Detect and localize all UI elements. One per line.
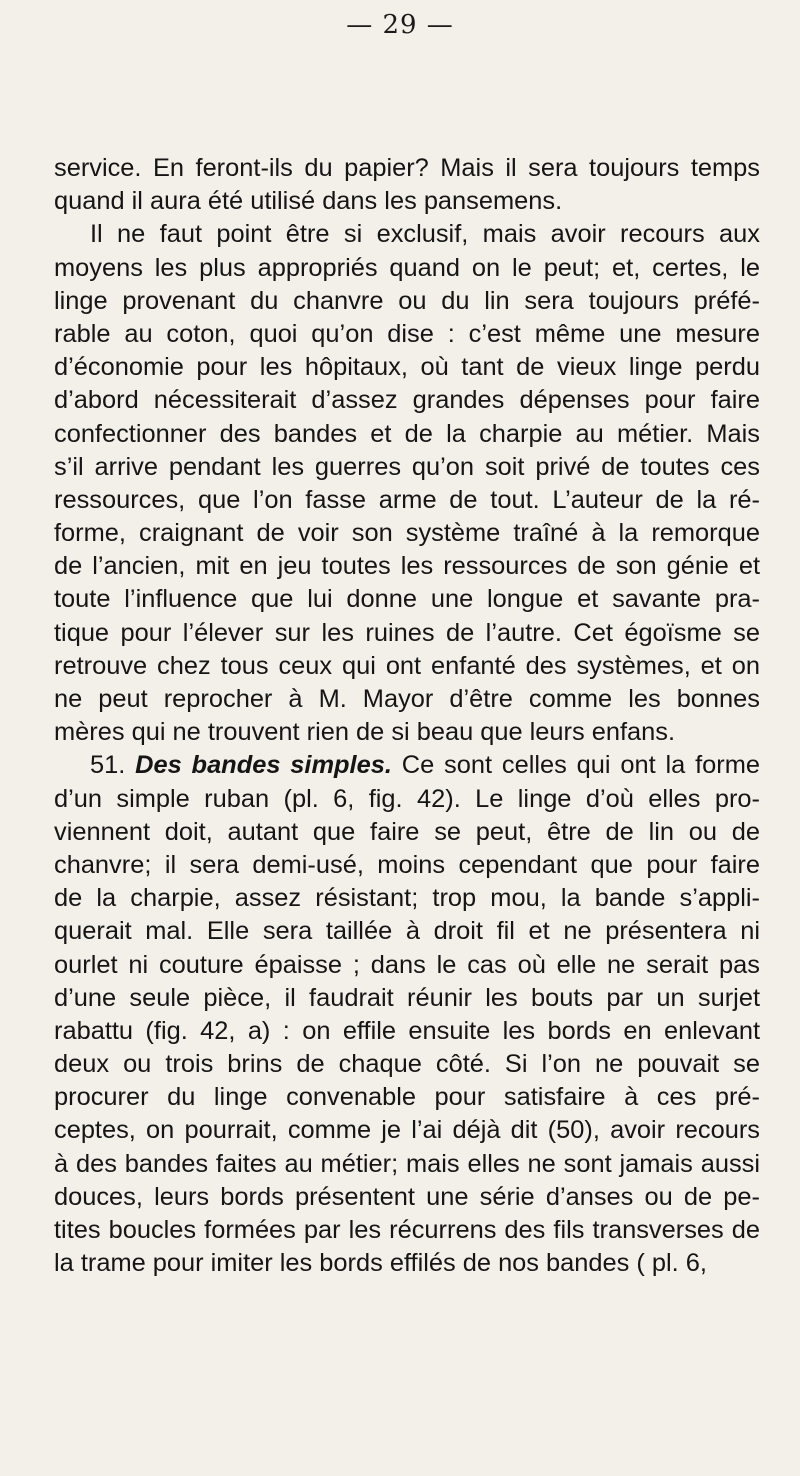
text-line: linge provenant du chanvre ou du lin sera toujours préfé- bbox=[54, 286, 760, 315]
text-line: retrouve chez tous ceux qui ont enfanté des systèmes, et on bbox=[54, 651, 760, 680]
text-line: d’économie pour les hôpitaux, où tant de vieux linge perdu bbox=[54, 353, 760, 382]
text-line: de l’ancien, mit en jeu toutes les ressources de son génie et bbox=[54, 552, 760, 581]
text-line: à des bandes faites au métier; mais elles ne sont jamais aussi bbox=[54, 1149, 760, 1178]
text-line: viennent doit, autant que faire se peut, être de lin ou de bbox=[54, 817, 760, 846]
text-line: chanvre; il sera demi-usé, moins cependant que pour faire bbox=[54, 850, 760, 879]
text-line: procurer du linge convenable pour satisfaire à ces pré- bbox=[54, 1083, 760, 1112]
text-line: moyens les plus appropriés quand on le peut; et, certes, le bbox=[54, 253, 760, 282]
text-line: d’abord nécessiterait d’assez grandes dépenses pour faire bbox=[54, 386, 760, 415]
section-number: 51. bbox=[90, 751, 126, 780]
text-line: service. En feront-ils du papier? Mais il sera toujours temps bbox=[54, 154, 760, 182]
text-line: mères qui ne trouvent rien de si beau que leurs enfans. bbox=[54, 718, 676, 747]
text-line: Il ne faut point être si exclusif, mais avoir recours aux bbox=[90, 220, 760, 249]
text-line: querait mal. Elle sera taillée à droit fil et ne présentera ni bbox=[54, 917, 760, 946]
text-line: Ce sont celles qui ont la forme bbox=[401, 751, 760, 780]
text-line: ceptes, on pourrait, comme je l’ai déjà dit (50), avoir recours bbox=[54, 1116, 760, 1145]
text-line: confectionner des bandes et de la charpie au métier. Mais bbox=[54, 419, 760, 448]
text-line: ressources, que l’on fasse arme de tout. L’auteur de la ré- bbox=[54, 485, 760, 514]
text-line: ne peut reprocher à M. Mayor d’être comme les bonnes bbox=[54, 685, 760, 713]
text-line: d’un simple ruban (pl. 6, fig. 42). Le linge d’où elles pro- bbox=[54, 784, 760, 813]
text-line: d’une seule pièce, il faudrait réunir les bouts par un surjet bbox=[54, 983, 760, 1012]
text-line: rabattu (fig. 42, a) : on effile ensuite les bords en enlevant bbox=[54, 1016, 760, 1045]
text-line: toute l’influence que lui donne une longue et savante pra- bbox=[54, 585, 760, 614]
text-line: la trame pour imiter les bords effilés de nos bandes ( pl. 6, bbox=[54, 1249, 707, 1278]
section-heading-line bbox=[54, 749, 760, 782]
text-line: tites boucles formées par les récurrens des fils transverses de bbox=[54, 1216, 760, 1244]
text-line: forme, craignant de voir son système traîné à la remorque bbox=[54, 519, 760, 548]
text-line: tique pour l’élever sur les ruines de l’autre. Cet égoïsme se bbox=[54, 618, 760, 647]
section-heading: Des bandes simples. bbox=[135, 751, 392, 780]
text-line: douces, leurs bords présentent une série d’anses ou de pe- bbox=[54, 1182, 760, 1211]
text-line: de la charpie, assez résistant; trop mou, la bande s’appli- bbox=[54, 884, 760, 913]
body-text bbox=[54, 152, 760, 1280]
text-line: quand il aura été utilisé dans les pansemens. bbox=[54, 187, 563, 216]
text-line: ourlet ni couture épaisse ; dans le cas où elle ne serait pas bbox=[54, 950, 760, 979]
text-line: rable au coton, quoi qu’on dise : c’est même une mesure bbox=[54, 319, 760, 348]
text-line: s’il arrive pendant les guerres qu’on soit privé de toutes ces bbox=[54, 452, 760, 481]
text-line: deux ou trois brins de chaque côté. Si l’on ne pouvait se bbox=[54, 1050, 760, 1079]
page-number: — 29 — bbox=[346, 10, 454, 40]
